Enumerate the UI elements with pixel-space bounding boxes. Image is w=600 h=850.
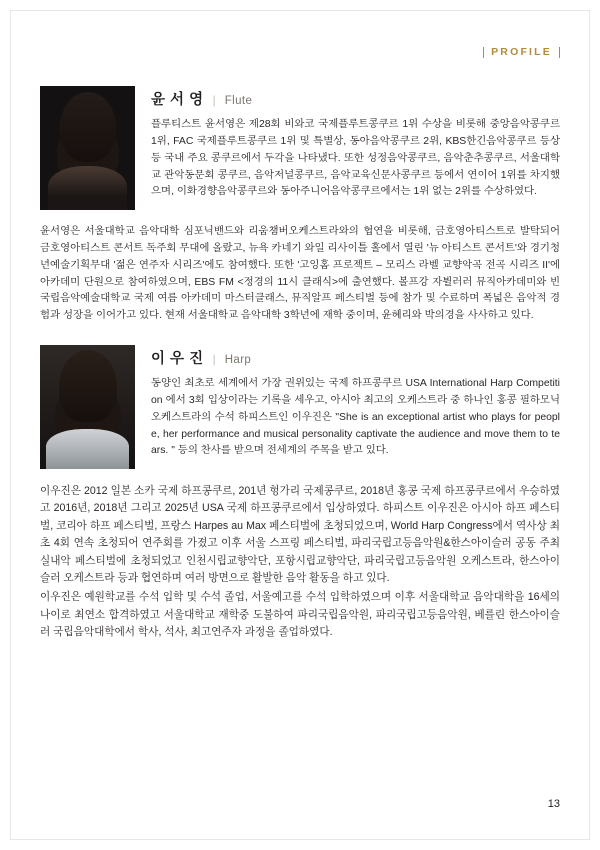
profile-photo-harpist xyxy=(40,345,135,469)
profile-paragraph: 플루티스트 윤서영은 제28회 비와코 국제플루트콩쿠르 1위 수상을 비롯해 중앙음악콩쿠르 1위, FAC 국제플루트콩쿠르 1위 및 특별상, 동아음악콩쿠르 2위, KBS한긴음악콩쿠르 등상 등 국내 주요 콩쿠르에서 두각을 나타냈다. 또한 성정음악콩쿠르, 음악춘추콩쿠르, 서울대학교 관악동문회 콩쿠르, 음악저널콩쿠르, 음악교육신문사콩쿠르 등에서 연이어 1위를 차지했으며, 이화경향음악콩쿠르와 동아주니어음악콩쿠르에서는 1위 없는 2위를 수상하였다. xyxy=(151,119,560,198)
profile-paragraph: 윤서영은 서울대학교 음악대학 심포닉밴드와 리움챔버오케스트라와의 협연을 비롯해, 금호영아티스트로 발탁되어 금호영아티스트 콘서트 독주회 무대에 올랐고, 뉴욕 카네기 와일 리사이틀 홀에서 열린 '뉴 아티스트 콘서트'와 경기청년예술기획무대 '젊은 연주자 시리즈'에도 참여했다. 또한 '고잉홈 프로젝트 – 모리스 라벨 교향악곡 전곡 시리즈 II'에 아카데미 단원으로 참여하였으며, EBS FM <정경의 11시 클래식>에 출연했다. 볼프강 자뷜러러 뮤직아카데미와 빈 국립음악예술대학교 국제 여름 아카데미 마스터클래스, 뮤직알프 페스티벌 등에 참가 및 수료하며 폭넓은 음악적 경험과 성장을 이어가고 있다. 현재 서울대학교 음악대학 3학년에 재학 중이며, 윤혜리와 박의경을 사사하고 있다. xyxy=(40,226,560,322)
header-left-rule-icon xyxy=(483,47,484,58)
profile-instrument: Flute xyxy=(224,95,253,107)
profile-entry-flute xyxy=(40,86,560,210)
profile-paragraph: 이우진은 예원학교를 수석 입학 및 수석 졸업, 서울예고를 수석 입학하였으며 이후 서울대학교 음악대학을 16세의 나이로 최연소 합격하였고 서울대학교 재학중 도불하여 파리국립음악원, 파리국립고등음악원, 베를린 한스아이슬러 국립음악대학에서 학사, 석사, 최고연주자 과정을 졸업하였다. xyxy=(40,591,560,638)
profile-paragraph: 동양인 최초로 세계에서 가장 권위있는 국제 하프콩쿠르 USA International Harp Competition 에서 3회 입상이라는 기록을 세우고, 아시아 최고의 오케스트라 중 하나인 홍콩 필하모닉 오케스트라의 수석 하피스트인 이우진은 "She is an exceptional artist who plays for people, her performance and musical personality captivate the audience and move them to tears. " 등의 찬사를 받으며 전세계의 주목을 받고 있다. xyxy=(151,378,560,457)
section-header xyxy=(483,46,560,58)
profile-photo-wrapper xyxy=(40,86,135,210)
profile-paragraph: 이우진은 2012 일본 소카 국제 하프콩쿠르, 201년 헝가리 국제콩쿠르, 2018년 홍콩 국제 하프콩쿠르에서 우승하였고 2016년, 2018년 그리고 2025년 USA 국제 하프콩쿠르에서 입상하였다. 하피스트 이우진은 아시아 하프 페스티벌, 코리아 하프 페스티벌, 프랑스 Harpes au Max 페스티벌에 초청되었으며, World Harp Congress에서 역사상 최초 4회 연속 초청되어 연주회를 가졌고 이후 서울 스프링 페스티벌, 파리국립고등음악원&한스아이슬러 공동 주최 실내악 페스티벌에 초청되었고 인천시립교향악단, 포항시립교향악단, 파리국립고등음악원 오케스트라, 한스아이슬러 오케스트라 등과 협연하며 여러 방면으로 활발한 음악 활동을 하고 있다. xyxy=(40,485,560,584)
profile-entry-harp xyxy=(40,345,560,469)
profile-name: 윤 서 영 xyxy=(151,92,204,108)
profile-photo-flutist xyxy=(40,86,135,210)
section-title: PROFILE xyxy=(491,46,552,58)
profile-instrument: Harp xyxy=(224,354,252,367)
profile-body-continued xyxy=(40,483,560,641)
profile-name-row xyxy=(151,347,560,368)
profiles-container xyxy=(40,86,560,641)
profile-name: 이 우 진 xyxy=(151,351,204,368)
page-number: 13 xyxy=(547,798,560,810)
profile-text-column xyxy=(151,86,560,201)
profile-name-row xyxy=(151,88,560,109)
profile-text-column xyxy=(151,345,560,460)
header-right-rule-icon xyxy=(559,47,560,58)
profile-photo-wrapper xyxy=(40,345,135,469)
name-divider: | xyxy=(212,93,216,107)
name-divider: | xyxy=(212,352,216,367)
